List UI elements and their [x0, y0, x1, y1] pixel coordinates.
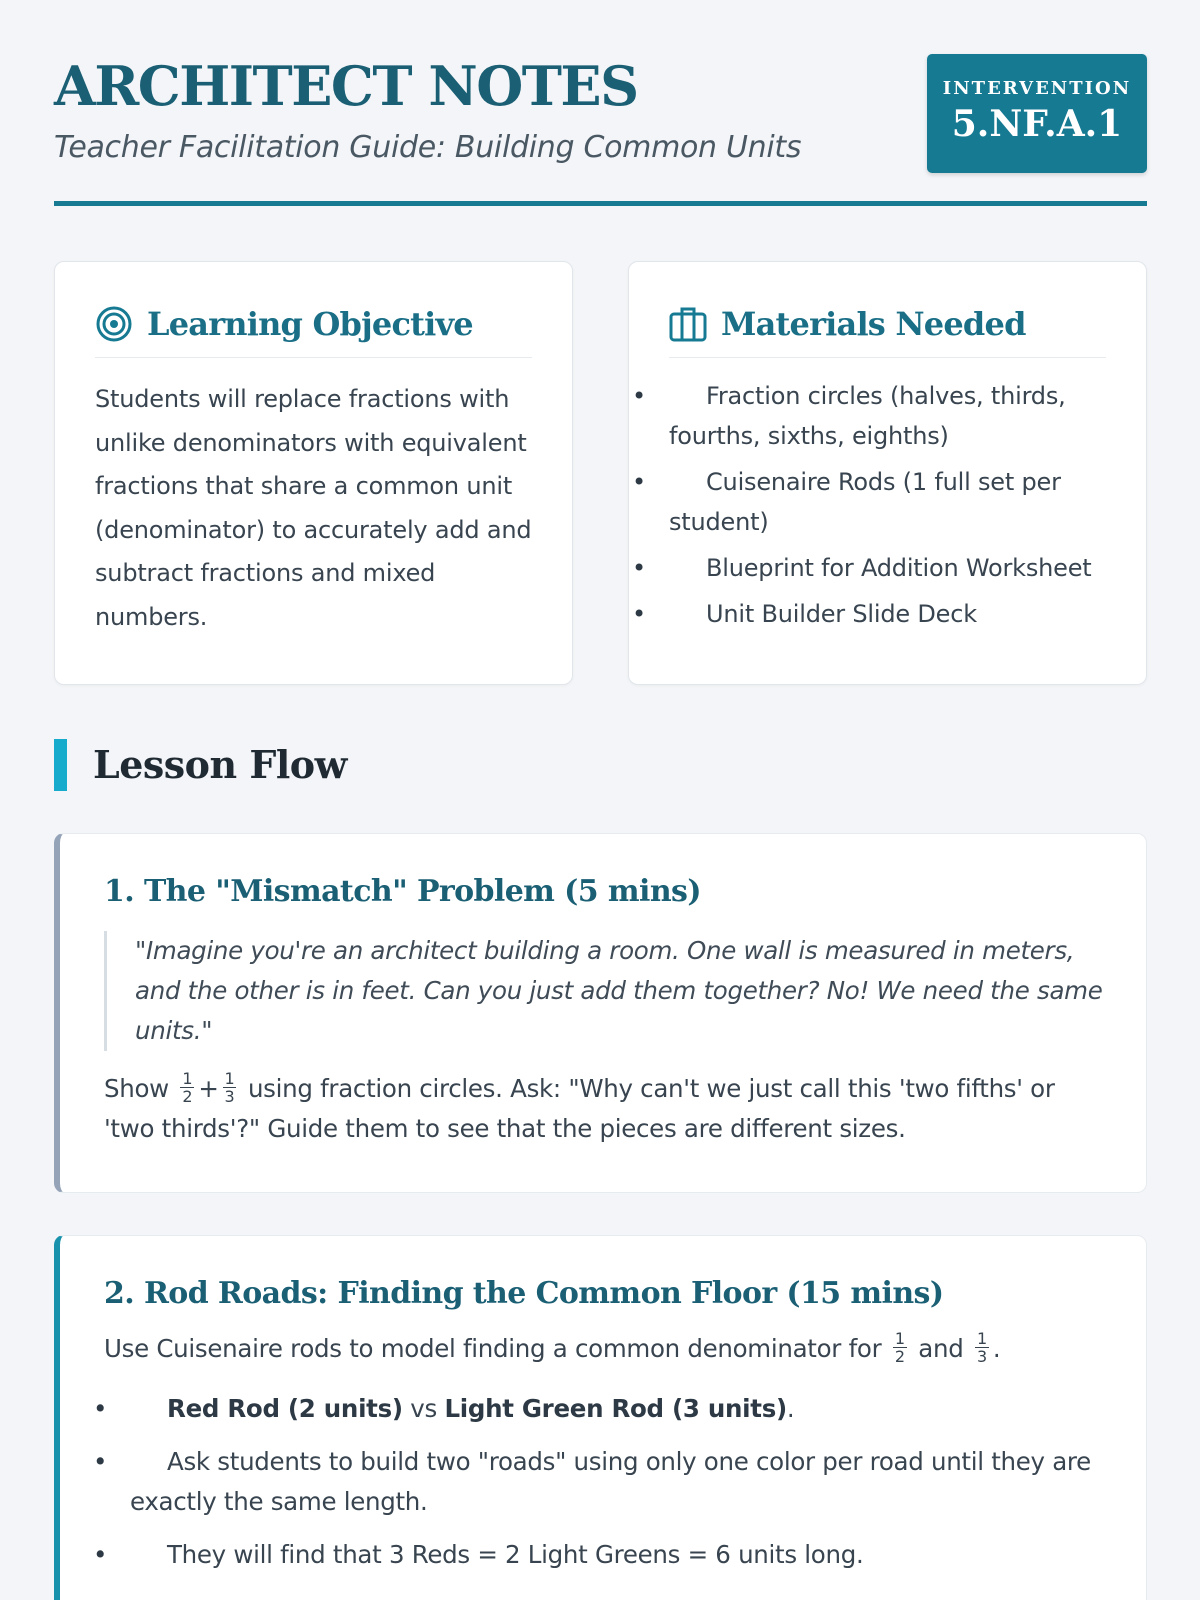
learning-objective-card: [54, 261, 573, 685]
step-list: [104, 1389, 1106, 1575]
list-item: • Unit Builder Slide Deck: [669, 594, 1106, 634]
fraction: [893, 1330, 907, 1365]
badge-code: 5.NF.A.1: [951, 103, 1123, 145]
objective-text: Students will replace fractions with unlike denominators with equivalent fractions that share a common unit (denominator) to accurately add and subtract fractions and mixed numbers.: [95, 385, 532, 631]
fraction: [975, 1330, 989, 1365]
card-header: [95, 302, 532, 358]
page-title: ARCHITECT NOTES: [54, 54, 638, 118]
denominator: 2: [182, 1086, 193, 1106]
target-icon: [95, 305, 133, 343]
denominator: 2: [894, 1346, 905, 1366]
list-item: • Cuisenaire Rods (1 full set per student): [669, 462, 1106, 542]
lesson-flow-heading: Lesson Flow: [54, 739, 347, 791]
fraction: [223, 1070, 237, 1105]
header: [54, 0, 1147, 206]
standard-badge: [927, 54, 1147, 173]
list-item: • Ask students to build two "roads" using only one color per road until they are exactly the same length.: [130, 1442, 1106, 1522]
step-quote: "Imagine you're an architect building a room. One wall is measured in meters, and the other is in feet. Can you just add them together? No! We need the same units.": [104, 931, 1106, 1051]
text-prefix: Use Cuisenaire rods to model finding a common denominator for: [104, 1334, 882, 1363]
page: [54, 0, 1147, 1569]
denominator: 3: [224, 1086, 235, 1106]
lesson-step-1: [54, 833, 1147, 1193]
text-suffix: using fraction circles. Ask: "Why can't we just call this 'two fifths' or 'two thirds'?" Guide them to see that the pieces are different sizes.: [104, 1074, 1055, 1143]
bullet-end: .: [786, 1394, 795, 1423]
fraction: [180, 1070, 194, 1105]
numerator: 1: [224, 1068, 235, 1088]
card-header: [669, 302, 1106, 358]
rod-label: Red Rod (2 units): [167, 1394, 403, 1423]
lesson-step-2: [54, 1235, 1147, 1600]
list-item: • They will find that 3 Reds = 2 Light Greens = 6 units long.: [130, 1535, 1106, 1575]
card-title: Learning Objective: [147, 304, 473, 343]
vs-text: vs: [410, 1394, 437, 1423]
list-item: • Fraction circles (halves, thirds, fourths, sixths, eighths): [669, 376, 1106, 456]
numerator: 1: [182, 1068, 193, 1088]
text-mid: and: [918, 1334, 964, 1363]
text-prefix: Show: [104, 1074, 169, 1103]
rod-label: Light Green Rod (3 units): [444, 1394, 787, 1423]
list-item: [130, 1389, 1106, 1429]
numerator: 1: [976, 1328, 987, 1348]
step-text: [104, 1069, 1106, 1149]
step-title: 1. The "Mismatch" Problem (5 mins): [104, 874, 701, 909]
step-title: 2. Rod Roads: Finding the Common Floor (15 mins): [104, 1276, 944, 1311]
numerator: 1: [894, 1328, 905, 1348]
step-text: [104, 1329, 1106, 1369]
page-subtitle: Teacher Facilitation Guide: Building Common Units: [54, 130, 802, 165]
materials-list: [669, 376, 1106, 634]
badge-label: INTERVENTION: [942, 78, 1132, 99]
briefcase-icon: [669, 305, 707, 343]
denominator: 3: [976, 1346, 987, 1366]
materials-card: [628, 261, 1147, 685]
list-item: • Blueprint for Addition Worksheet: [669, 548, 1106, 588]
card-title: Materials Needed: [721, 304, 1026, 343]
plus-operator: +: [198, 1074, 219, 1103]
text-end: .: [992, 1334, 1001, 1363]
